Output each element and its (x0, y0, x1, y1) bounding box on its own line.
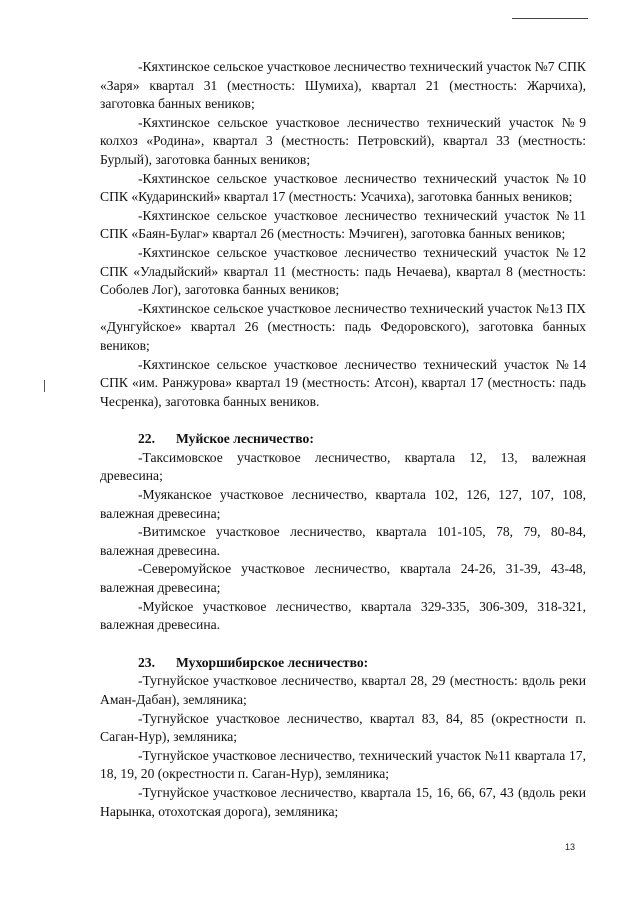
page-number: 13 (565, 842, 576, 852)
paragraph: -Кяхтинское сельское участковое лесничество технический участок №12 СПК «Уладыйский» квартал 11 (местность: падь Нечаева), квартал 8 (местность: Соболев Лог), заготовка банных веников; (100, 244, 586, 298)
section-number: 23. (138, 654, 155, 670)
paragraph: -Муяканское участковое лесничество, квартала 102, 126, 127, 107, 108, валежная древесина; (100, 487, 586, 521)
margin-mark (44, 380, 45, 392)
paragraph: -Кяхтинское сельское участковое лесничество технический участок №9 колхоз «Родина», квартал 3 (местность: Петровский), квартал 33 (местность: Бурлый), заготовка банных веников; (100, 114, 586, 167)
paragraph: -Муйское участковое лесничество, квартала 329-335, 306-309, 318-321, валежная древесина. (100, 598, 586, 633)
paragraph: -Кяхтинское сельское участковое лесничество технический участок №13 ПХ «Дунгуйское» квартал 26 (местность: падь Федоровского), заготовка банных веников; (100, 300, 586, 353)
top-rule (512, 18, 588, 19)
paragraph: -Тугнуйское участковое лесничество, технический участок №11 квартала 17, 18, 19, 20 (окрестности п. Саган-Нур), земляника; (100, 747, 586, 782)
document-body (100, 58, 586, 821)
paragraph: -Тугнуйское участковое лесничество, квартал 83, 84, 85 (окрестности п. Саган-Нур), земляника; (100, 710, 586, 745)
paragraph: -Северомуйское участковое лесничество, квартала 24-26, 31-39, 43-48, валежная древесина; (100, 561, 586, 596)
section-22-heading (100, 430, 586, 449)
section-number: 22. (138, 431, 155, 447)
paragraph: -Кяхтинское сельское участковое лесничество технический участок №10 СПК «Кударинский» квартал 17 (местность: Усачиха), заготовка банных веников; (100, 170, 586, 205)
paragraph: -Тугнуйское участковое лесничество, квартала 15, 16, 66, 67, 43 (вдоль реки Нарынка, отохотская дорога), земляника; (100, 784, 586, 819)
paragraph: -Кяхтинское сельское участковое лесничество технический участок №11 СПК «Баян-Булаг» квартал 26 (местность: Мэчиген), заготовка банных веников; (100, 207, 586, 242)
paragraph: -Кяхтинское сельское участковое лесничество технический участок №7 СПК «Заря» квартал 31 (местность: Шумиха), квартал 21 (местность: Жарчиха), заготовка банных веников; (100, 59, 586, 112)
paragraph: -Тугнуйское участковое лесничество, квартал 28, 29 (местность: вдоль реки Аман-Дабан), земляника; (100, 673, 586, 707)
section-23-heading (100, 654, 586, 673)
paragraph: -Витимское участковое лесничество, квартала 101-105, 78, 79, 80-84, валежная древесина. (100, 524, 586, 558)
section-title: Муйское лесничество: (176, 431, 314, 447)
paragraph: -Таксимовское участковое лесничество, квартала 12, 13, валежная древесина; (100, 449, 586, 484)
paragraph: -Кяхтинское сельское участковое лесничество технический участок №14 СПК «им. Ранжурова» квартал 19 (местность: Атсон), квартал 17 (местность: падь Чесренка), заготовка банных веников. (100, 356, 586, 409)
section-title: Мухоршибирское лесничество: (176, 654, 369, 670)
